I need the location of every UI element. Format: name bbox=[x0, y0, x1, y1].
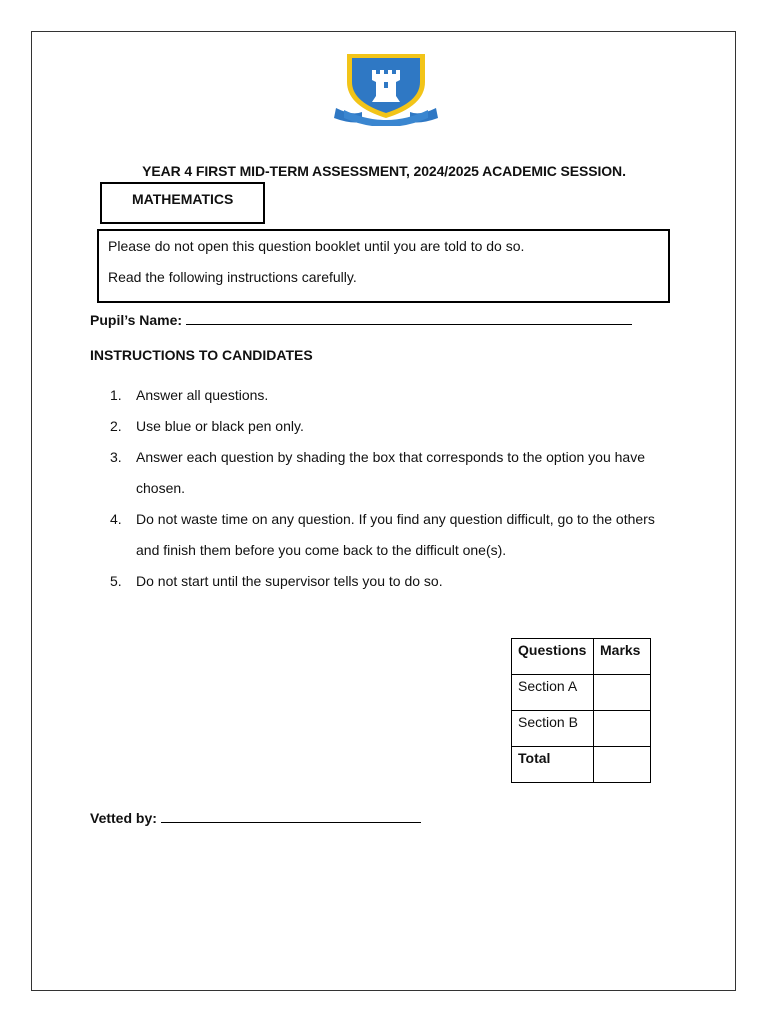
marks-table bbox=[511, 638, 651, 783]
vetted-by-blank[interactable] bbox=[161, 808, 421, 823]
item-text: Do not start until the supervisor tells you to do so. bbox=[136, 573, 443, 589]
vetted-by-label: Vetted by: bbox=[90, 810, 157, 826]
header-questions: Questions bbox=[512, 639, 594, 675]
item-number: 5. bbox=[110, 573, 122, 589]
pupil-name-blank[interactable] bbox=[186, 310, 632, 325]
item-number: 1. bbox=[110, 387, 122, 403]
item-text: Answer all questions. bbox=[136, 387, 269, 403]
mark-cell-total[interactable] bbox=[594, 747, 651, 783]
list-item bbox=[110, 566, 670, 597]
vetted-by-field[interactable] bbox=[90, 808, 421, 826]
table-header-row bbox=[512, 639, 651, 675]
notice-line-2: Read the following instructions carefully. bbox=[108, 269, 357, 285]
row-label: Section A bbox=[512, 675, 594, 711]
instructions-list bbox=[110, 380, 670, 597]
school-crest-logo bbox=[332, 52, 440, 126]
row-label: Section B bbox=[512, 711, 594, 747]
notice-line-1: Please do not open this question booklet until you are told to do so. bbox=[108, 238, 525, 254]
table-row bbox=[512, 675, 651, 711]
subject-label: MATHEMATICS bbox=[132, 191, 234, 207]
table-row bbox=[512, 747, 651, 783]
mark-cell[interactable] bbox=[594, 675, 651, 711]
instructions-heading: INSTRUCTIONS TO CANDIDATES bbox=[90, 347, 313, 363]
list-item bbox=[110, 380, 670, 411]
table-row bbox=[512, 711, 651, 747]
item-number: 3. bbox=[110, 449, 122, 465]
pupil-name-field[interactable] bbox=[90, 310, 632, 328]
header-marks: Marks bbox=[594, 639, 651, 675]
notice-box bbox=[97, 229, 670, 303]
item-number: 2. bbox=[110, 418, 122, 434]
subject-box bbox=[100, 182, 265, 224]
list-item bbox=[110, 411, 670, 442]
assessment-title: YEAR 4 FIRST MID-TERM ASSESSMENT, 2024/2025 ACADEMIC SESSION. bbox=[142, 163, 626, 179]
list-item bbox=[110, 504, 670, 566]
list-item bbox=[110, 442, 670, 504]
item-text: Answer each question by shading the box that corresponds to the option you have chosen. bbox=[136, 449, 646, 496]
mark-cell[interactable] bbox=[594, 711, 651, 747]
school-crest-castle-icon bbox=[332, 52, 440, 126]
pupil-name-label: Pupil’s Name: bbox=[90, 312, 183, 328]
row-label-total: Total bbox=[512, 747, 594, 783]
item-number: 4. bbox=[110, 511, 122, 527]
item-text: Do not waste time on any question. If you find any question difficult, go to the others and finish them before you come back to the difficult one(s). bbox=[136, 511, 655, 558]
item-text: Use blue or black pen only. bbox=[136, 418, 304, 434]
